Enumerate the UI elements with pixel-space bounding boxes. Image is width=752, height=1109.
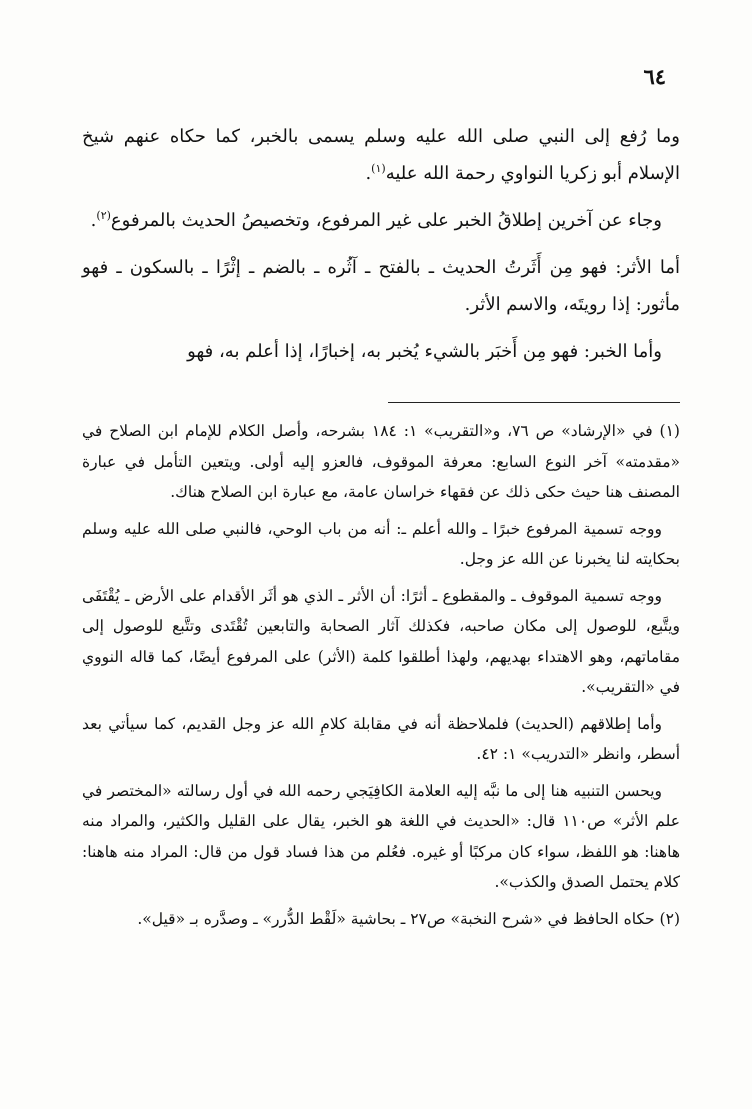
footnote-continuation: ووجه تسمية المرفوع خبرًا ـ والله أعلم ـ: أنه من باب الوحي، فالنبي صلى الله عليه وسلم بحكايته لنا يخبرنا عن الله عز وجل. [82,519,680,568]
body-paragraph: أما الأثر: فهو مِن أَثَرتُ الحديث ـ بالفتح ـ آثُره ـ بالضم ـ إثْرًا ـ بالسكون ـ فهو مأثور: إذا رويتَه، والاسم الأثر. [82,257,680,315]
footnote-continuation: وأما إطلاقهم (الحديث) فلملاحظة أنه في مقابلة كلامِ الله عز وجل القديم، كما سيأتي بعد أسطر، وانظر «التدريب» ١: ٤٢. [82,714,680,763]
page-number: ٦٤ [643,64,666,89]
footnote: (٢) حكاه الحافظ في «شرح النخبة» ص٢٧ ـ بحاشية «لَقْط الدُّرر» ـ وصدَّره بـ «قيل». [137,909,680,928]
footnote-marker[interactable]: (٢) [96,209,111,222]
footnote-continuation: ووجه تسمية الموقوف ـ والمقطوع ـ أثرًا: أن الأثر ـ الذي هو أثَر الأقدام على الأرض ـ يُقْتَفَى ويتَّبع، للوصول إلى مكان صاحبه، فكذلك آثار الصحابة والتابعين تُقْتَدى وتتَّبع للوصول إلى مقاماتهم، وهو الاهتداء بهديهم، ولهذا أطلقوا كلمة (الأثر) على المرفوع أيضًا، كما قاله النووي في «التقريب». [82,586,680,696]
footnote-marker[interactable]: (١) [371,162,386,175]
main-text [82,118,680,380]
footnote-separator [388,402,680,403]
body-paragraph: وجاء عن آخرين إطلاقُ الخبر على غير المرفوع، وتخصيصُ الحديث بالمرفوع$^{(٢)}$. [90,209,662,231]
body-paragraph-text: وجاء عن آخرين إطلاقُ الخبر على غير المرفوع، وتخصيصُ الحديث بالمرفوع [110,210,662,231]
footnote-continuation: ويحسن التنبيه هنا إلى ما نبَّه إليه العلامة الكافِيَجي رحمه الله في أول رسالته «المختصر في علم الأثر» ص١١٠ قال: «الحديث في اللغة هو الخبر، يقال على القليل والكثير، والمراد منه هاهنا: هو اللفظ، سواء كان مركبًا أو غيره. فعُلم من هذا فساد قول من قال: المراد منه هاهنا: كلام يحتمل الصدق والكذب». [82,781,680,891]
body-paragraph: وما رُفع إلى النبي صلى الله عليه وسلم يسمى بالخبر، كما حكاه عنهم شيخ الإسلام أبو زكريا النواوي رحمة الله عليه$^{(١)}$. [82,126,680,184]
footnotes-section [82,416,680,940]
body-paragraph-text: وما رُفع إلى النبي صلى الله عليه وسلم يسمى بالخبر، كما حكاه عنهم شيخ الإسلام أبو زكريا النواوي رحمة الله عليه [82,126,680,184]
body-paragraph: وأما الخبر: فهو مِن أَخبَر بالشيء يُخبر به، إخبارًا، إذا أعلم به، فهو [187,341,662,362]
footnote: (١) في «الإرشاد» ص ٧٦، و«التقريب» ١: ١٨٤ بشرحه، وأصل الكلام للإمام ابن الصلاح في «مقدمته» آخر النوع السابع: معرفة الموقوف، فالعزو إليه أولى. ويتعين التأمل في عبارة المصنف هنا حيث حكى ذلك عن فقهاء خراسان عامة، مع عبارة ابن الصلاح هناك. [82,422,680,501]
